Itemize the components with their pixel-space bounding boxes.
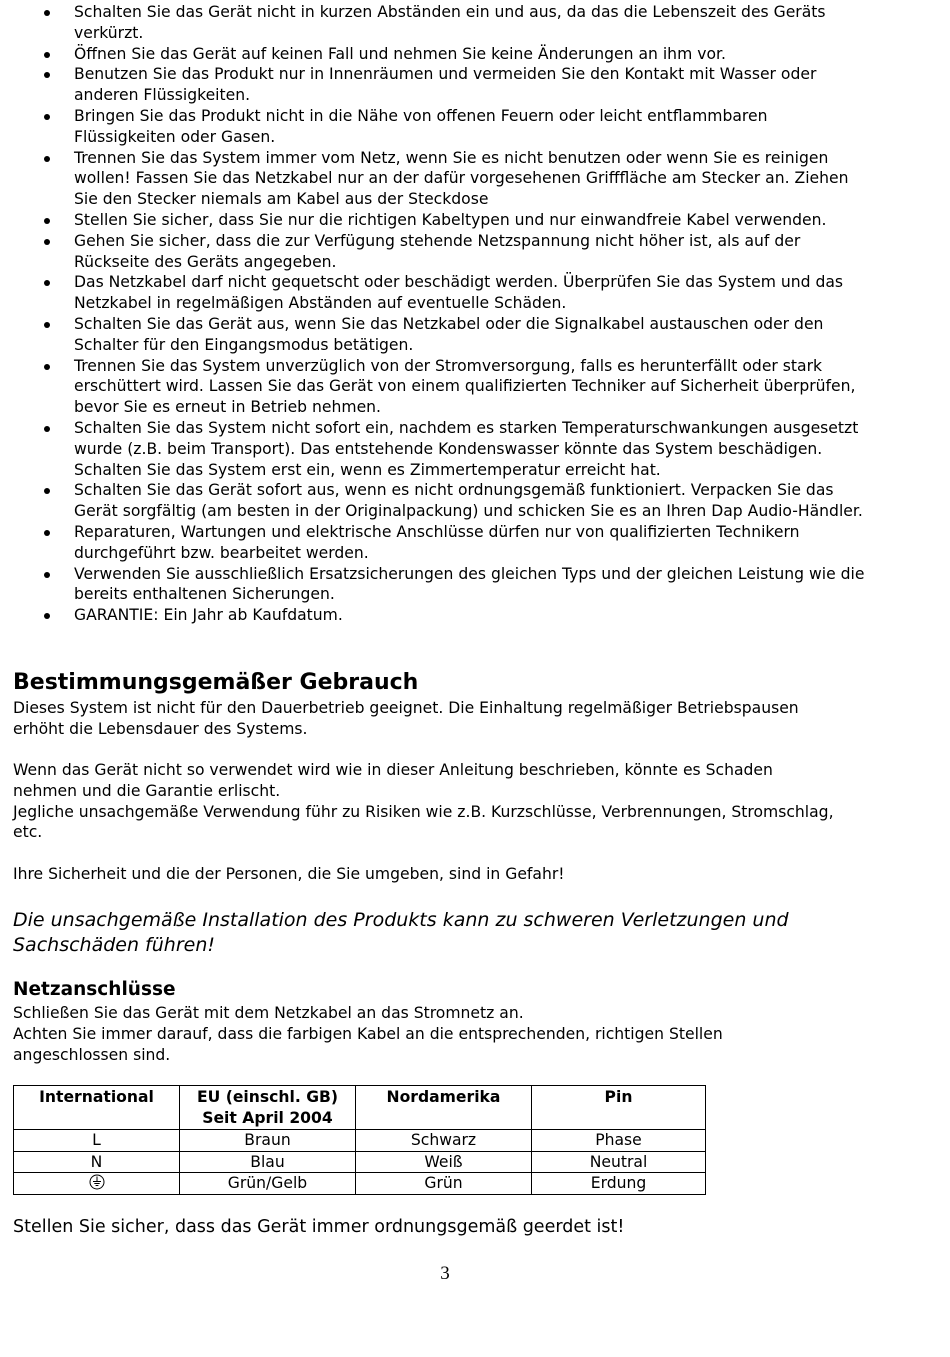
bullet-icon xyxy=(44,530,50,536)
table-cell: Phase xyxy=(532,1130,706,1152)
power-connection-paragraph: Schließen Sie das Gerät mit dem Netzkabel an das Stromnetz an. Achten Sie immer darauf, dass die farbigen Kabel an die entsprechenden, richtigen Stellen angeschlossen sind. xyxy=(13,1004,723,1064)
installation-warning: Die unsachgemäße Installation des Produkts kann zu schweren Verletzungen und Sachschäden führen! xyxy=(13,909,789,956)
list-item: Bringen Sie das Produkt nicht in die Nähe von offenen Feuern oder leicht entflammbaren Flüssigkeiten oder Gasen. xyxy=(0,106,871,148)
list-item: GARANTIE: Ein Jahr ab Kaufdatum. xyxy=(0,605,871,626)
table-cell: Grün xyxy=(356,1173,532,1195)
bullet-icon xyxy=(44,10,50,16)
bullet-icon xyxy=(44,364,50,370)
bullet-icon xyxy=(44,426,50,432)
table-header-row xyxy=(14,1086,706,1130)
table-cell: Neutral xyxy=(532,1151,706,1173)
bullet-icon xyxy=(44,52,50,58)
table-row xyxy=(14,1130,706,1152)
table-cell: N xyxy=(14,1151,180,1173)
section-heading-intended-use: Bestimmungsgemäßer Gebrauch xyxy=(13,670,419,695)
bullet-icon xyxy=(44,218,50,224)
list-item: Stellen Sie sicher, dass Sie nur die richtigen Kabeltypen und nur einwandfreie Kabel verwenden. xyxy=(0,210,871,231)
section-heading-power: Netzanschlüsse xyxy=(13,979,176,1000)
bullet-icon xyxy=(44,488,50,494)
earth-ground-icon xyxy=(89,1174,105,1190)
column-header: Nordamerika xyxy=(356,1086,532,1130)
intended-use-paragraph: Dieses System ist nicht für den Dauerbetrieb geeignet. Die Einhaltung regelmäßiger Betriebspausen erhöht die Lebensdauer des Systems. xyxy=(13,699,799,738)
bullet-icon xyxy=(44,572,50,578)
list-item: Trennen Sie das System immer vom Netz, wenn Sie es nicht benutzen oder wenn Sie es reinigen wollen! Fassen Sie das Netzkabel nur an der dafür vorgesehenen Grifffläche am Stecker an. Ziehen Sie den Stecker niemals am Kabel aus der Steckdose xyxy=(0,148,871,210)
page-number: 3 xyxy=(440,1263,450,1284)
list-item: Trennen Sie das System unverzüglich von der Stromversorgung, falls es herunterfällt oder stark erschüttert wird. Lassen Sie das Gerät von einem qualifizierten Techniker auf Sicherheit überprüfen, bevor Sie es erneut in Betrieb nehmen. xyxy=(0,356,871,418)
grounding-notice: Stellen Sie sicher, dass das Gerät immer ordnungsgemäß geerdet ist! xyxy=(13,1217,625,1237)
bullet-icon xyxy=(44,156,50,162)
table-cell: Grün/Gelb xyxy=(180,1173,356,1195)
list-item: Schalten Sie das Gerät sofort aus, wenn es nicht ordnungsgemäß funktioniert. Verpacken Sie das Gerät sorgfältig (am besten in der Originalpackung) und schicken Sie es an Ihren Dap Audio-Händler. xyxy=(0,480,871,522)
list-item: Öffnen Sie das Gerät auf keinen Fall und nehmen Sie keine Änderungen an ihm vor. xyxy=(0,44,871,65)
safety-instructions-list xyxy=(0,2,950,626)
column-header: Pin xyxy=(532,1086,706,1130)
bullet-icon xyxy=(44,114,50,120)
wiring-table xyxy=(13,1085,706,1195)
table-cell xyxy=(14,1173,180,1195)
list-item: Schalten Sie das Gerät aus, wenn Sie das Netzkabel oder die Signalkabel austauschen oder den Schalter für den Eingangsmodus betätigen. xyxy=(0,314,871,356)
bullet-icon xyxy=(44,613,50,619)
list-item: Gehen Sie sicher, dass die zur Verfügung stehende Netzspannung nicht höher ist, als auf der Rückseite des Geräts angegeben. xyxy=(0,231,871,273)
table-cell: L xyxy=(14,1130,180,1152)
list-item: Das Netzkabel darf nicht gequetscht oder beschädigt werden. Überprüfen Sie das System und das Netzkabel in regelmäßigen Abständen auf eventuelle Schäden. xyxy=(0,272,871,314)
table-cell: Erdung xyxy=(532,1173,706,1195)
table-cell: Blau xyxy=(180,1151,356,1173)
table-row xyxy=(14,1173,706,1195)
list-item: Verwenden Sie ausschließlich Ersatzsicherungen des gleichen Typs und der gleichen Leistung wie die bereits enthaltenen Sicherungen. xyxy=(0,564,871,606)
list-item: Reparaturen, Wartungen und elektrische Anschlüsse dürfen nur von qualifizierten Technikern durchgeführt bzw. bearbeitet werden. xyxy=(0,522,871,564)
table-row xyxy=(14,1151,706,1173)
table-cell: Schwarz xyxy=(356,1130,532,1152)
column-header: International xyxy=(14,1086,180,1130)
list-item: Schalten Sie das System nicht sofort ein, nachdem es starken Temperaturschwankungen ausgesetzt wurde (z.B. beim Transport). Das entstehende Kondenswasser könnte das System beschädigen. Schalten Sie das System erst ein, wenn es Zimmertemperatur erreicht hat. xyxy=(0,418,871,480)
bullet-icon xyxy=(44,280,50,286)
table-cell: Weiß xyxy=(356,1151,532,1173)
warranty-warning-paragraph: Wenn das Gerät nicht so verwendet wird wie in dieser Anleitung beschrieben, könnte es Schaden nehmen und die Garantie erlischt. Jegliche unsachgemäße Verwendung führ zu Risiken wie z.B. Kurzschlüsse, Verbrennungen, Stromschlag, etc. xyxy=(13,761,834,842)
bullet-icon xyxy=(44,72,50,78)
bullet-icon xyxy=(44,239,50,245)
column-header: EU (einschl. GB) Seit April 2004 xyxy=(180,1086,356,1130)
list-item: Benutzen Sie das Produkt nur in Innenräumen und vermeiden Sie den Kontakt mit Wasser oder anderen Flüssigkeiten. xyxy=(0,64,871,106)
safety-danger-paragraph: Ihre Sicherheit und die der Personen, die Sie umgeben, sind in Gefahr! xyxy=(13,865,565,883)
list-item: Schalten Sie das Gerät nicht in kurzen Abständen ein und aus, da das die Lebenszeit des Geräts verkürzt. xyxy=(0,2,871,44)
bullet-icon xyxy=(44,322,50,328)
table-cell: Braun xyxy=(180,1130,356,1152)
